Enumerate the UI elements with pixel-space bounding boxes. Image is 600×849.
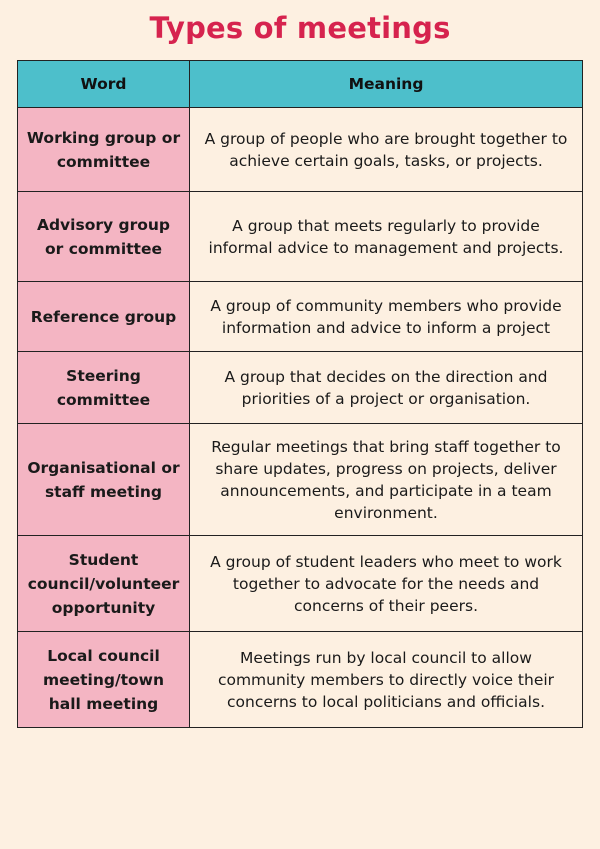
row-meaning: Meetings run by local council to allow community members to directly voice their concerns to local politicians and officials. xyxy=(190,632,583,728)
row-word: Organisational or staff meeting xyxy=(18,424,190,536)
table-row xyxy=(18,108,583,192)
row-word: Advisory group or committee xyxy=(18,192,190,282)
header-word: Word xyxy=(18,61,190,108)
row-meaning: A group of student leaders who meet to work together to advocate for the needs and concerns of their peers. xyxy=(190,536,583,632)
row-meaning: A group that meets regularly to provide informal advice to management and projects. xyxy=(190,192,583,282)
table-header-row xyxy=(18,61,583,108)
header-meaning: Meaning xyxy=(190,61,583,108)
row-meaning: A group of people who are brought together to achieve certain goals, tasks, or projects. xyxy=(190,108,583,192)
row-word: Working group or committee xyxy=(18,108,190,192)
row-word: Steering committee xyxy=(18,352,190,424)
table-row xyxy=(18,424,583,536)
row-meaning: A group that decides on the direction and priorities of a project or organisation. xyxy=(190,352,583,424)
meetings-table xyxy=(17,60,583,728)
table-row xyxy=(18,352,583,424)
table-row xyxy=(18,632,583,728)
row-word: Reference group xyxy=(18,282,190,352)
row-word: Local council meeting/town hall meeting xyxy=(18,632,190,728)
table-row xyxy=(18,536,583,632)
page-title: Types of meetings xyxy=(149,11,451,45)
row-word: Student council/volunteer opportunity xyxy=(18,536,190,632)
table-row xyxy=(18,192,583,282)
row-meaning: A group of community members who provide information and advice to inform a project xyxy=(190,282,583,352)
table-row xyxy=(18,282,583,352)
row-meaning: Regular meetings that bring staff together to share updates, progress on projects, deliver announcements, and participate in a team environment. xyxy=(190,424,583,536)
